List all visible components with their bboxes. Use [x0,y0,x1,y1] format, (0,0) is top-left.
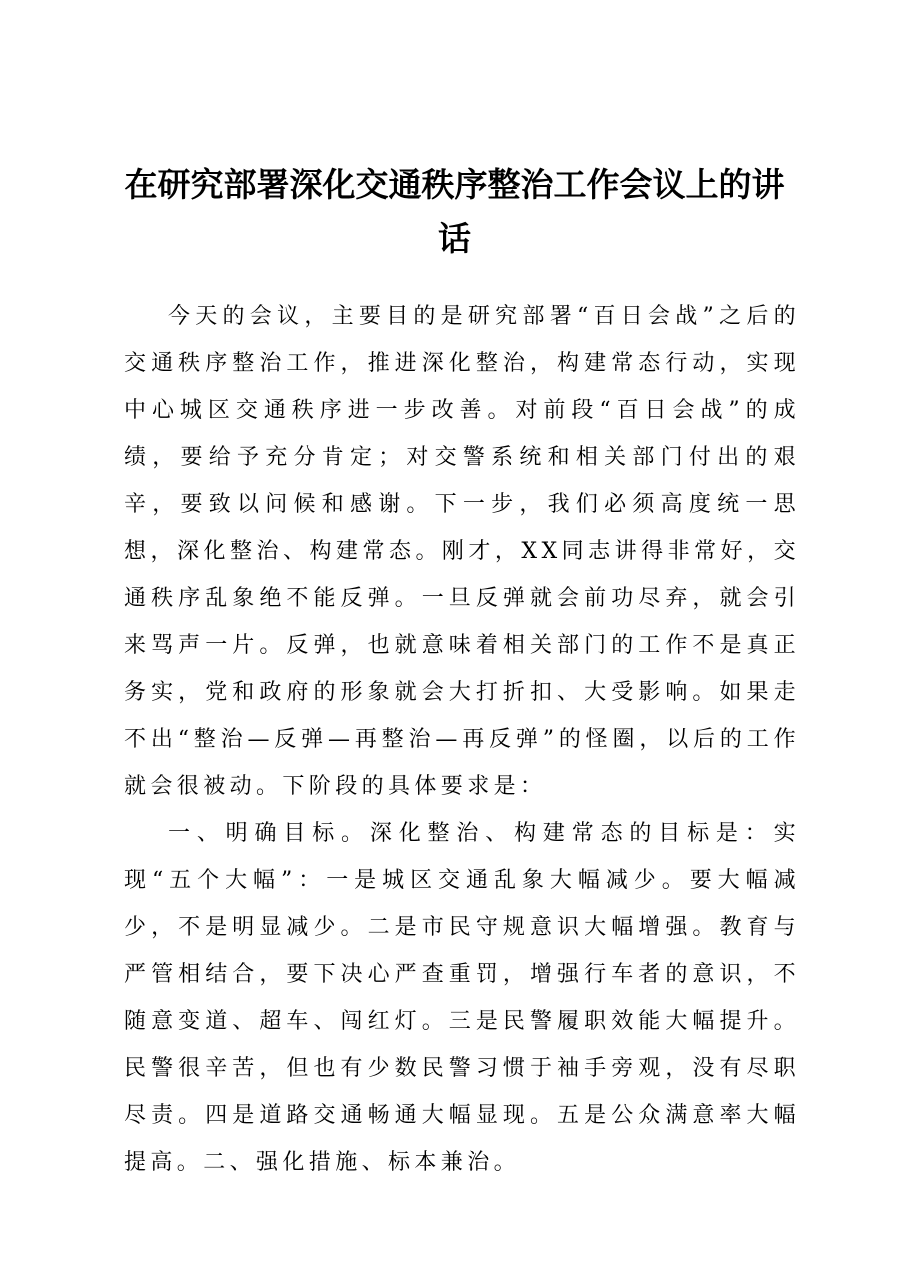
paragraph-goals: 一、明确目标。深化整治、构建常态的目标是：实现“五个大幅”：一是城区交通乱象大幅减少。要大幅减少，不是明显减少。二是市民守规意识大幅增强。教育与严管相结合，要下决心严查重罚，增强行车者的意识，不随意变道、超车、闯红灯。三是民警履职效能大幅提升。民警很辛苦，但也有少数民警习惯于袖手旁观，没有尽职尽责。四是道路交通畅通大幅显现。五是公众满意率大幅提高。二、强化措施、标本兼治。 [124,821,800,1175]
document-title: 在研究部署深化交通秩序整治工作会议上的讲话 [124,165,785,258]
document-body [124,293,800,1186]
paragraph-intro: 今天的会议，主要目的是研究部署“百日会战”之后的交通秩序整治工作，推进深化整治，构建常态行动，实现中心城区交通秩序进一步改善。对前段“百日会战”的成绩，要给予充分肯定；对交警系统和相关部门付出的艰辛，要致以问候和感谢。下一步，我们必须高度统一思想，深化整治、构建常态。刚才，XX同志讲得非常好，交通秩序乱象绝不能反弹。一旦反弹就会前功尽弃，就会引来骂声一片。反弹，也就意味着相关部门的工作不是真正务实，党和政府的形象就会大打折扣、大受影响。如果走不出“整治—反弹—再整治—再反弹”的怪圈，以后的工作就会很被动。下阶段的具体要求是： [124,304,800,799]
